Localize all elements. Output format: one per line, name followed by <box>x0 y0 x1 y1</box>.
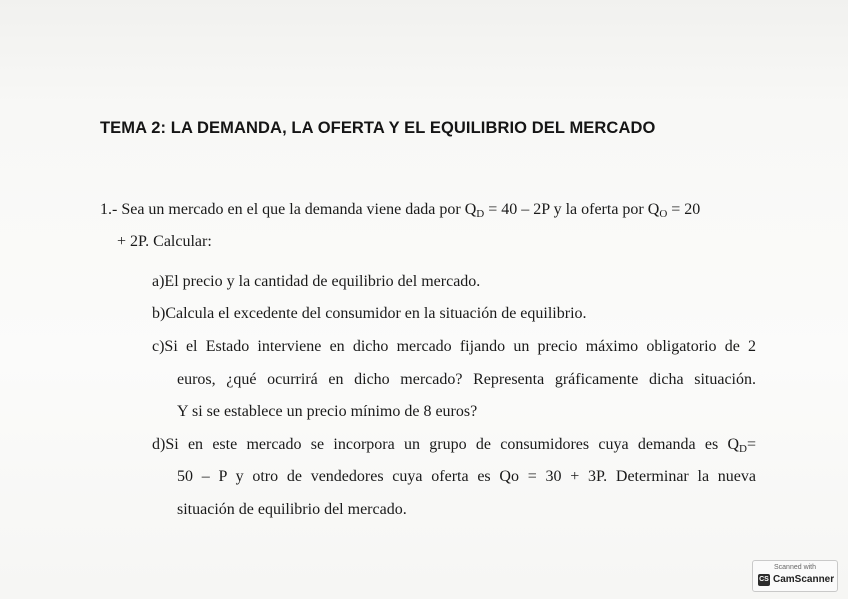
page-title: TEMA 2: LA DEMANDA, LA OFERTA Y EL EQUILIBRIO DEL MERCADO <box>100 119 656 137</box>
item-d-line2: 50 – P y otro de vendedores cuya oferta es Qo = 30 + 3P. Determinar la nueva <box>177 468 756 485</box>
item-d-line3: situación de equilibrio del mercado. <box>177 501 407 518</box>
exercise-intro-line1 <box>100 201 700 219</box>
intro-sub-o: O <box>659 208 668 220</box>
intro-text-a: 1.- Sea un mercado en el que la demanda viene dada por Q <box>100 201 477 218</box>
watermark-brand: CamScanner <box>773 574 835 585</box>
item-b: b)Calcula el excedente del consumidor en la situación de equilibrio. <box>152 305 587 322</box>
item-c-line3: Y si se establece un precio mínimo de 8 euros? <box>177 403 478 420</box>
watermark-top-text: Scanned with <box>773 564 817 571</box>
item-d-sub-d: D <box>739 443 747 455</box>
item-a: a)El precio y la cantidad de equilibrio del mercado. <box>152 273 481 290</box>
camscanner-logo-icon: CS <box>758 574 770 586</box>
item-d-text-a: d)Si en este mercado se incorpora un grupo de consumidores cuya demanda es Q <box>152 436 740 453</box>
intro-sub-d: D <box>476 208 485 220</box>
item-c-line1: c)Si el Estado interviene en dicho mercado fijando un precio máximo obligatorio de 2 <box>152 338 756 355</box>
item-d-text-b: = <box>746 436 756 453</box>
item-d-line1 <box>152 436 756 454</box>
intro-text-c: = 20 <box>667 201 701 218</box>
item-c-line2: euros, ¿qué ocurrirá en dicho mercado? Representa gráficamente dicha situación. <box>177 371 756 388</box>
exercise-intro-line2: + 2P. Calcular: <box>117 233 212 250</box>
camscanner-watermark <box>752 560 838 592</box>
intro-text-b: = 40 – 2P y la oferta por Q <box>484 201 660 218</box>
